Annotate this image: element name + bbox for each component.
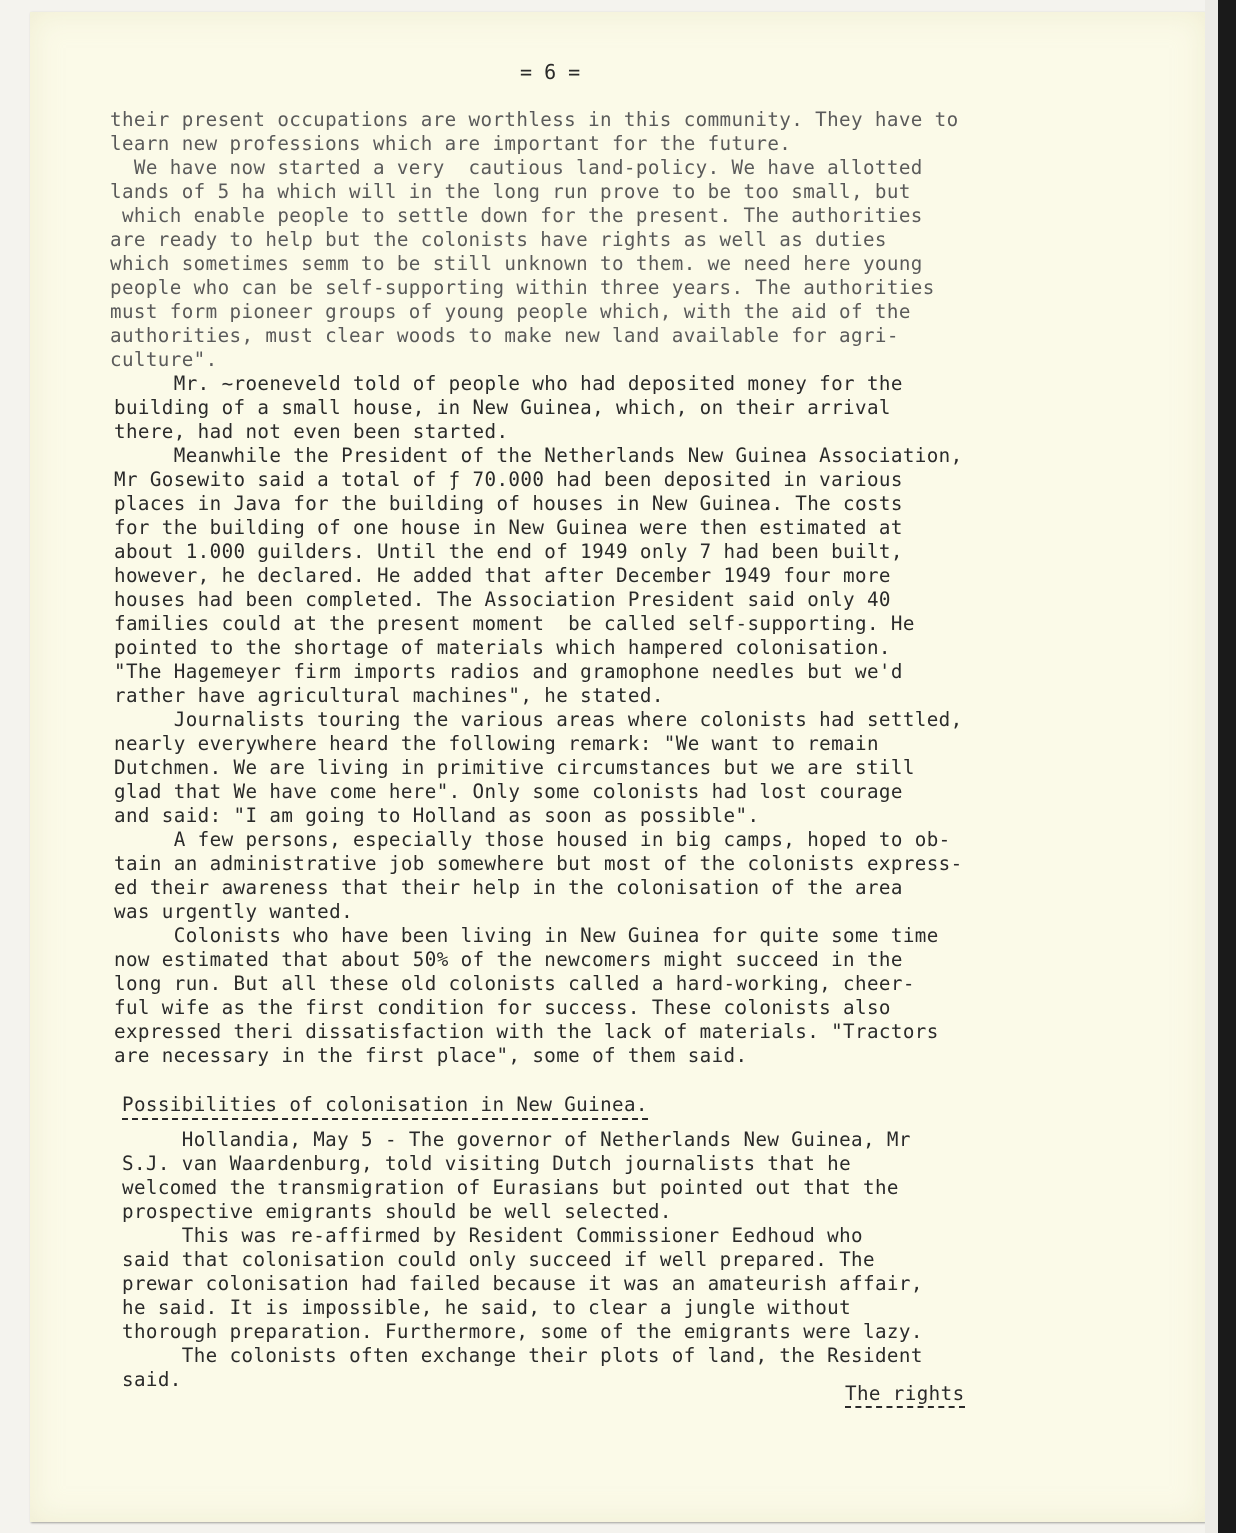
text-line: This was re-affirmed by Resident Commissioner Eedhoud who xyxy=(122,1224,864,1247)
text-line: however, he declared. He added that after December 1949 four more xyxy=(114,564,891,587)
scan-edge-border xyxy=(1218,0,1236,1533)
text-line: are ready to help but the colonists have rights as well as duties xyxy=(110,228,887,251)
text-line: their present occupations are worthless in this community. They have to xyxy=(110,108,959,131)
text-line: which sometimes semm to be still unknown to them. we need here young xyxy=(110,252,923,275)
text-line: A few persons, especially those housed in big camps, hoped to ob- xyxy=(114,828,951,851)
text-line: ful wife as the first condition for success. These colonists also xyxy=(114,996,891,1019)
text-line: long run. But all these old colonists called a hard-working, cheer- xyxy=(114,972,915,995)
text-line: Mr Gosewito said a total of ƒ 70.000 had been deposited in various xyxy=(114,468,903,491)
text-line: expressed theri dissatisfaction with the lack of materials. "Tractors xyxy=(114,1020,939,1043)
text-line: nearly everywhere heard the following remark: "We want to remain xyxy=(114,732,879,755)
text-line: Colonists who have been living in New Guinea for quite some time xyxy=(114,924,939,947)
text-line: now estimated that about 50% of the newcomers might succeed in the xyxy=(114,948,903,971)
text-line: lands of 5 ha which will in the long run prove to be too small, but xyxy=(110,180,911,203)
text-line: Mr. ~roeneveld told of people who had deposited money for the xyxy=(114,372,903,395)
text-line: S.J. van Waardenburg, told visiting Dutch journalists that he xyxy=(122,1152,852,1175)
text-line: which enable people to settle down for the present. The authorities xyxy=(110,204,923,227)
paragraph-block-land-policy xyxy=(110,108,959,372)
scan-margin-strip xyxy=(1205,0,1218,1533)
page-number: = 6 = xyxy=(520,60,581,84)
text-line: culture". xyxy=(110,348,218,371)
text-line: for the building of one house in New Guinea were then estimated at xyxy=(114,516,903,539)
text-line: houses had been completed. The Association President said only 40 xyxy=(114,588,891,611)
text-line: tain an administrative job somewhere but most of the colonists express- xyxy=(114,852,963,875)
text-line: said. xyxy=(122,1368,182,1391)
text-line: building of a small house, in New Guinea, which, on their arrival xyxy=(114,396,891,419)
text-line: "The Hagemeyer firm imports radios and gramophone needles but we'd xyxy=(114,660,903,683)
text-line: people who can be self-supporting within three years. The authorities xyxy=(110,276,935,299)
text-line: and said: "I am going to Holland as soon as possible". xyxy=(114,804,760,827)
text-line: Journalists touring the various areas where colonists had settled, xyxy=(114,708,963,731)
text-line: there, had not even been started. xyxy=(114,420,509,443)
text-line: glad that We have come here". Only some colonists had lost courage xyxy=(114,780,903,803)
text-line: thorough preparation. Furthermore, some of the emigrants were lazy. xyxy=(122,1320,923,1343)
text-line: about 1.000 guilders. Until the end of 1949 only 7 had been built, xyxy=(114,540,903,563)
text-line: he said. It is impossible, he said, to clear a jungle without xyxy=(122,1296,852,1319)
text-line: Hollandia, May 5 - The governor of Netherlands New Guinea, Mr xyxy=(122,1128,911,1151)
text-line: are necessary in the first place", some of them said. xyxy=(114,1044,748,1067)
text-line: families could at the present moment be called self-supporting. He xyxy=(114,612,915,635)
text-line: rather have agricultural machines", he stated. xyxy=(114,684,664,707)
text-line: must form pioneer groups of young people which, with the aid of the xyxy=(110,300,911,323)
catchword: The rights xyxy=(845,1382,965,1408)
paragraph-block-hollandia xyxy=(122,1128,923,1392)
text-line: prewar colonisation had failed because it was an amateurish affair, xyxy=(122,1272,923,1295)
text-line: was urgently wanted. xyxy=(114,900,354,923)
text-line: learn new professions which are important for the future. xyxy=(110,132,792,155)
text-line: prospective emigrants should be well selected. xyxy=(122,1200,672,1223)
text-line: Meanwhile the President of the Netherlands New Guinea Association, xyxy=(114,444,963,467)
section-heading: Possibilities of colonisation in New Guinea. xyxy=(122,1093,648,1120)
text-line: Dutchmen. We are living in primitive circumstances but we are still xyxy=(114,756,915,779)
text-line: welcomed the transmigration of Eurasians but pointed out that the xyxy=(122,1176,899,1199)
text-line: authorities, must clear woods to make new land available for agri- xyxy=(110,324,899,347)
text-line: said that colonisation could only succeed if well prepared. The xyxy=(122,1248,875,1271)
text-line: ed their awareness that their help in the colonisation of the area xyxy=(114,876,903,899)
paragraph-block-colonists xyxy=(114,372,963,1068)
text-line: places in Java for the building of houses in New Guinea. The costs xyxy=(114,492,903,515)
text-line: The colonists often exchange their plots of land, the Resident xyxy=(122,1344,923,1367)
text-line: pointed to the shortage of materials which hampered colonisation. xyxy=(114,636,891,659)
text-line: We have now started a very cautious land-policy. We have allotted xyxy=(110,156,923,179)
